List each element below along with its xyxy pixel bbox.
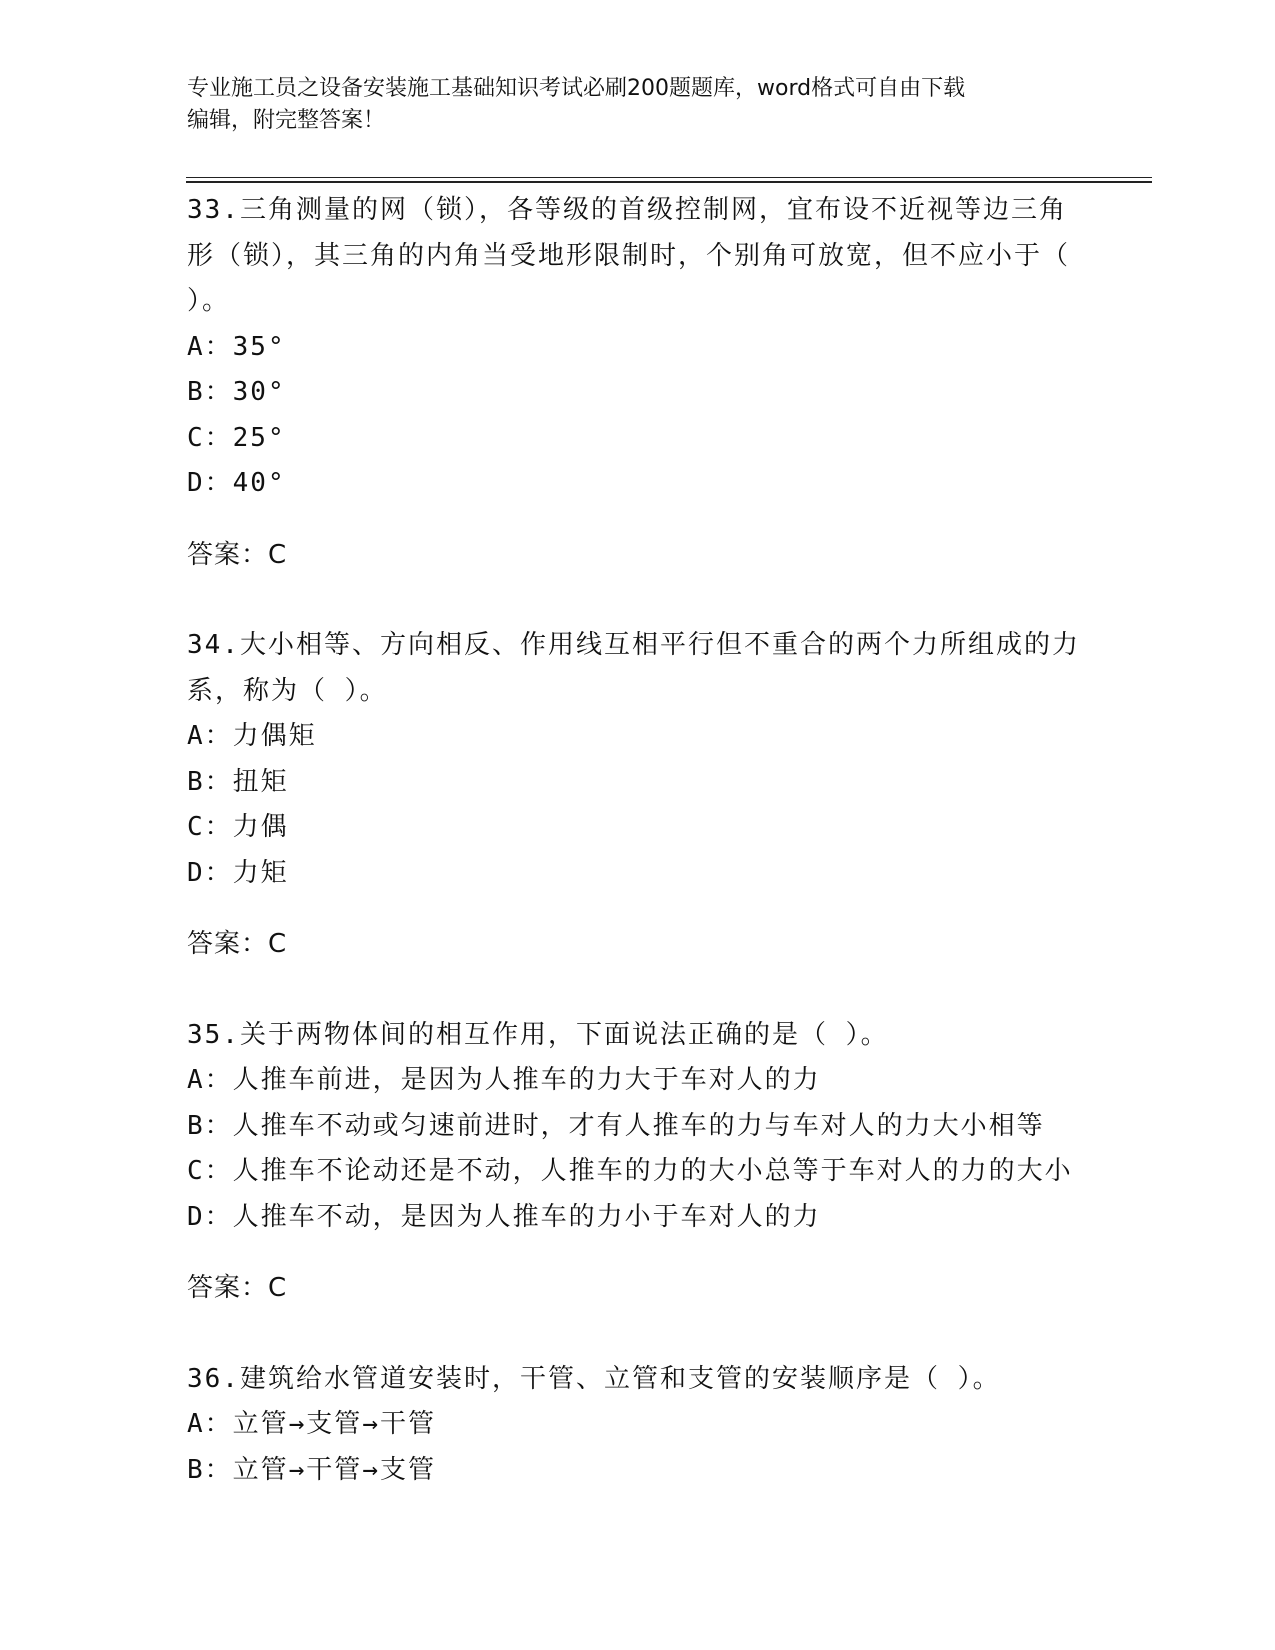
- option-b: B：扭矩: [187, 766, 289, 797]
- header-divider-thin: [186, 177, 1152, 178]
- question-stem: 33.三角测量的网（锁），各等级的首级控制网，宜布设不近视等边三角形（锁），其三角的内角当受地形限制时，个别角可放宽，但不应小于（ ）。: [187, 195, 1071, 316]
- question-list: [187, 188, 1087, 1538]
- option-b: B：立管→干管→支管: [187, 1454, 436, 1485]
- option-a: A：力偶矩: [187, 721, 317, 751]
- option-a: A：35°: [187, 331, 286, 362]
- question-34: [187, 623, 1087, 968]
- question-36: [187, 1357, 1087, 1494]
- question-stem: 35.关于两物体间的相互作用，下面说法正确的是（ ）。: [187, 1019, 889, 1050]
- answer-text: 答案：C: [187, 1273, 288, 1303]
- option-a: A：立管→支管→干管: [187, 1409, 436, 1439]
- question-35: [187, 1013, 1087, 1312]
- option-c: C：25°: [187, 422, 286, 453]
- option-d: D：人推车不动，是因为人推车的力小于车对人的力: [187, 1201, 821, 1232]
- question-33: [187, 188, 1087, 578]
- option-c: C：人推车不论动还是不动，人推车的力的大小总等于车对人的力的大小: [187, 1156, 1073, 1186]
- option-d: D：40°: [187, 468, 286, 498]
- option-b: B：30°: [187, 377, 286, 407]
- option-c: C：力偶: [187, 812, 289, 842]
- option-b: B：人推车不动或匀速前进时，才有人推车的力与车对人的力大小相等: [187, 1110, 1045, 1141]
- header-divider-thick: [186, 181, 1152, 183]
- question-stem: 36.建筑给水管道安装时，干管、立管和支管的安装顺序是（ ）。: [187, 1363, 1001, 1394]
- document-header: 专业施工员之设备安装施工基础知识考试必刷200题题库，word格式可自由下载 编辑，附完整答案！: [187, 76, 966, 133]
- option-a: A：人推车前进，是因为人推车的力大于车对人的力: [187, 1065, 821, 1095]
- option-d: D：力矩: [187, 857, 289, 888]
- question-stem: 34.大小相等、方向相反、作用线互相平行但不重合的两个力所组成的力系，称为（ ）。: [187, 630, 1080, 706]
- answer-text: 答案：C: [187, 539, 288, 570]
- answer-text: 答案：C: [187, 929, 288, 959]
